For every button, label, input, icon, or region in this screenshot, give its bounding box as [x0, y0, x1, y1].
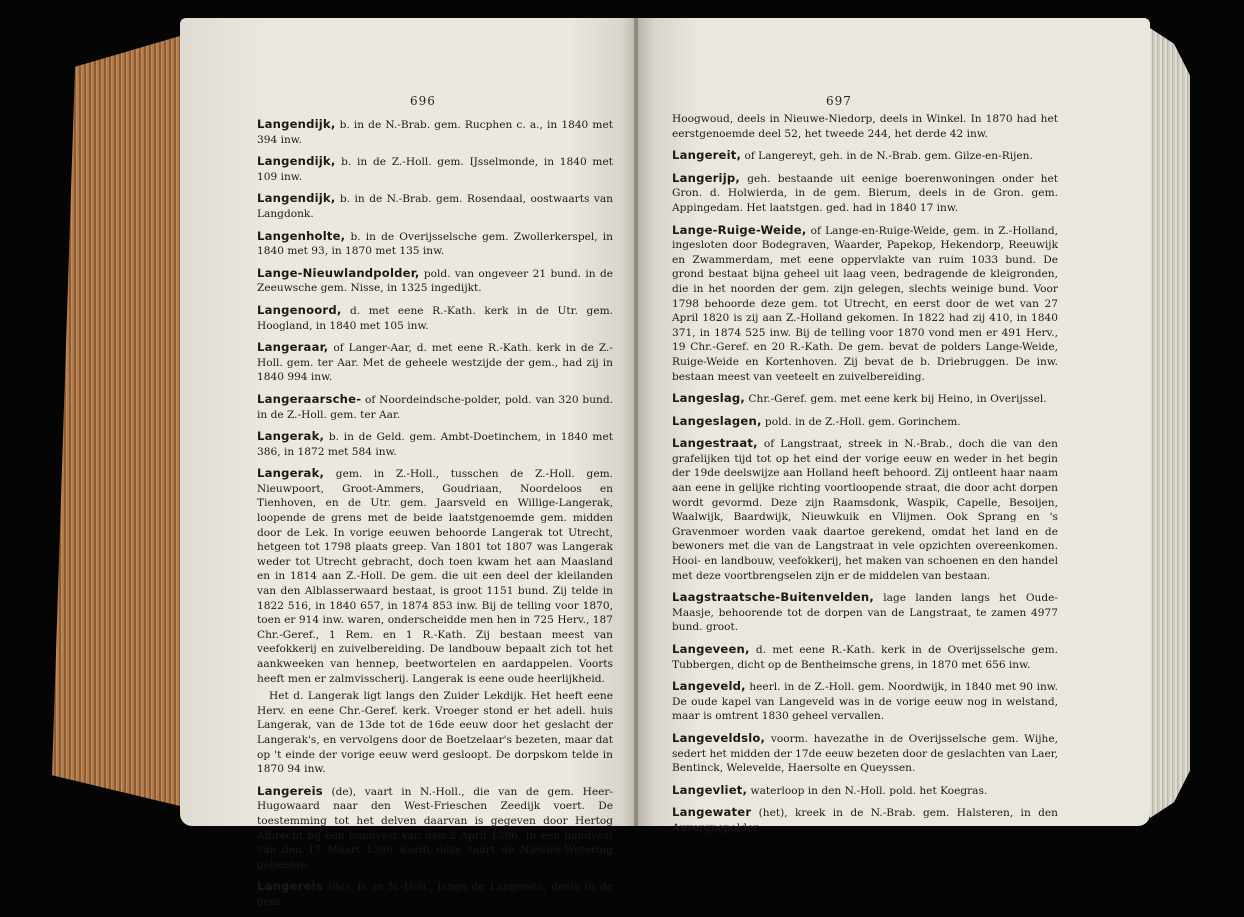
book-edge-left	[52, 36, 180, 806]
entry-headword: Langerijp,	[672, 170, 740, 185]
entry-text: b. in de Z.-Holl. gem. IJsselmonde, in 1840 met 109 inw.	[257, 156, 613, 183]
entry-text: Chr.-Geref. gem. met eene kerk bij Heino, in Overijssel.	[748, 393, 1047, 406]
entry-headword: Langenoord,	[257, 302, 342, 317]
entry-text: (de), b. in N.-Holl., langs de Langereis, deels in de gem.	[257, 881, 613, 908]
entry	[672, 414, 1058, 430]
entry	[672, 783, 1058, 799]
entry-text: geh. bestaande uit eenige boerenwoningen onder het Gron. d. Holwierda, in de gem. Bierum, deels in de Gron. gem. Appingedam. Het laatstgen. ged. had in 1840 17 inw.	[672, 172, 1058, 214]
entry	[257, 784, 613, 873]
entry	[672, 642, 1058, 672]
right-page	[638, 18, 1150, 834]
entry	[257, 266, 613, 296]
entry-headword: Lange-Ruige-Weide,	[672, 222, 807, 237]
entry-text: voorm. havezathe in de Overijsselsche gem. Wijhe, sedert het midden der 17de eeuw bezeten door de geslachten van Laer, Bentinck, Welevelde, Haersolte en Queyssen.	[672, 732, 1058, 775]
entry-headword: Langendijk,	[257, 154, 336, 169]
entry-headword: Langendijk,	[257, 117, 336, 131]
entry-text: d. met eene R.-Kath. kerk in de Overijsselsche gem. Tubbergen, dicht op de Bentheimsche grens, in 1870 met 656 inw.	[672, 644, 1058, 671]
book-edge-right	[1150, 28, 1190, 818]
entry-text: b. in de Overijsselsche gem. Zwollerkerspel, in 1840 met 93, in 1870 met 135 inw.	[257, 230, 613, 258]
entry-headword: Langendijk,	[257, 191, 336, 206]
entry-text: (de), vaart in N.-Holl., die van de gem. Heer-Hugowaard naar den West-Frieschen Zeedijk voert. De toestemming tot het delven daarvan is gegeven door Hertog Albrecht bij een handvest van den 2 April 1386. In een handvest van den 17 Maart 1396 wordt deze vaart de Nieuwe-Wetering geheeten.	[257, 785, 614, 871]
entry-headword: Langevliet,	[672, 782, 748, 797]
entry	[672, 679, 1058, 724]
entry-headword: Langereit,	[672, 148, 742, 163]
left-column	[257, 117, 613, 917]
entry-headword: Langereis	[257, 879, 323, 894]
entry-text: of Langereyt, geh. in de N.-Brab. gem. Gilze-en-Rijen.	[744, 150, 1033, 163]
entry	[257, 466, 613, 776]
entry-headword: Langeveldslo,	[672, 730, 766, 745]
right-column	[672, 112, 1058, 843]
entry-headword: Langereis	[257, 783, 323, 798]
continued-text	[672, 112, 1058, 141]
entry-text: b. in de Geld. gem. Ambt-Doetinchem, in 1840 met 386, in 1872 met 584 inw.	[257, 431, 614, 458]
entry	[672, 436, 1058, 583]
entry-headword: Langeraarsche-	[257, 391, 362, 406]
entry	[257, 340, 613, 385]
entry-text: b. in de N.-Brab. gem. Rosendaal, oostwaarts van Langdonk.	[257, 193, 613, 220]
entry	[672, 731, 1058, 776]
entry	[257, 191, 613, 221]
entry-text: b. in de N.-Brab. gem. Rucphen c. a., in 1840 met 394 inw.	[257, 119, 613, 146]
entry	[257, 117, 613, 147]
page-number-right: 697	[826, 94, 852, 108]
entry	[672, 805, 1058, 835]
page-number-left: 696	[410, 94, 436, 108]
entry-text: d. met eene R.-Kath. kerk in de Utr. gem. Hoogland, in 1840 met 105 inw.	[257, 304, 613, 332]
entry-text: gem. in Z.-Holl., tusschen de Z.-Holl. gem. Nieuwpoort, Groot-Ammers, Goudriaan, Noordeloos en Tienhoven, en de Utr. gem. Jaarsveld en Willige-Langerak, loopende de grens met de beide laatstgenoemde gem. midden door de Lek. In vorige eeuwen behoorde Langerak tot Utrecht, hetgeen tot 1798 plaats greep. Van 1801 tot 1807 was Langerak weder tot Utrecht gebracht, doch toen kwam het aan Maasland en in 1814 aan Z.-Holl. De gem. die uit een deel der kleilanden van den Alblasserwaard bestaat, is groot 1151 bund. Zij telde in 1822 516, in 1840 657, in 1874 853 inw. Bij de telling voor 1870, toen er 914 inw. waren, onderscheidde men hen in 725 Herv., 187 Chr.-Geref., 1 Rem. en 1 R.-Kath. Zij bestaan meest van veefokkerij en zuivelbereiding. De landbouw bepaalt zich tot het aankweeken van hennep, beetwortelen en aardappelen. Voorts heeft men er zalmvisscherij. Langerak is eene oude heerlijkheid.	[257, 468, 613, 685]
entry-text: pold. van ongeveer 21 bund. in de Zeeuwsche gem. Nisse, in 1325 ingedijkt.	[257, 267, 613, 295]
entry-text: (het), kreek in de N.-Brab. gem. Halsteren, in den Auvergnepolder.	[672, 807, 1058, 834]
entry	[257, 229, 613, 259]
entry-headword: Laagstraatsche-Buitenvelden,	[672, 590, 874, 605]
entry-headword: Lange-Nieuwlandpolder,	[257, 265, 420, 280]
entry	[257, 429, 613, 459]
entry-headword: Langestraat,	[672, 436, 758, 451]
entry-text: of Langer-Aar, d. met eene R.-Kath. kerk in de Z.-Holl. gem. ter Aar. Met de geheele westzijde der gem., had zij in 1840 994 inw.	[257, 342, 613, 384]
lead-text: Hoogwoud, deels in Nieuwe-Niedorp, deels in Winkel. In 1870 had het eerstgenoemde deel 52, het tweede 244, het derde 42 inw.	[672, 113, 1058, 140]
entry-headword: Langeslagen,	[672, 413, 762, 428]
entry	[257, 303, 613, 333]
left-page	[180, 18, 636, 908]
entry	[672, 590, 1058, 635]
entry	[257, 392, 613, 422]
entry-text: lage landen langs het Oude-Maasje, behoorende tot de dorpen van de Langstraat, te zamen 4977 bund. groot.	[672, 592, 1059, 634]
entry-text: of Langstraat, streek in N.-Brab., doch die van den grafelijken tijd tot op het eind der vorige eeuw en weder in het begin der 19de deelswijze aan Holland heeft behoord. Zij ontleent haar naam aan eene in gelijke richting voortloopende straat, die door acht dorpen wordt gevormd. Deze zijn Raamsdonk, Waspik, Capelle, Besoijen, Waalwijk, Baardwijk, Nieuwkuik en Vlijmen. Ook Sprang en 's Gravenmoer worden vaak daartoe gerekend, omdat het land en de bewoners met die van de Langstraat in vele opzichten overeenkomen. Hooi- en landbouw, veefokkerij, het maken van schoenen en den handel met deze voortbrengselen zijn er de middelen van bestaan.	[672, 438, 1058, 582]
entry-headword: Langenholte,	[257, 228, 346, 243]
entry-headword: Langerak,	[257, 466, 325, 481]
entry	[672, 391, 1058, 407]
entry-text: of Noordeindsche-polder, pold. van 320 bund. in de Z.-Holl. gem. ter Aar.	[257, 393, 613, 421]
entry-headword: Langeraar,	[257, 340, 329, 355]
entry-paragraph: Het d. Langerak ligt langs den Zuider Lekdijk. Het heeft eene Herv. en eene Chr.-Geref. kerk. Vroeger stond er het adell. huis Langerak, van de 13de tot de 16de eeuw door het geslacht der Langerak's, en vervolgens door de Boetzelaar's bezeten, maar dat op 't einde der vorige eeuw werd gesloopt. De dorpskom telde in 1870 94 inw.	[257, 690, 613, 776]
entry	[672, 223, 1058, 385]
entry-headword: Langerak,	[257, 429, 325, 444]
entry-headword: Langeveen,	[672, 642, 750, 656]
entry-text: pold. in de Z.-Holl. gem. Gorinchem.	[764, 415, 961, 428]
entry-text: heerl. in de Z.-Holl. gem. Noordwijk, in 1840 met 90 inw. De oude kapel van Langeveld was in de vorige eeuw nog in welstand, maar is omtrent 1830 geheel vervallen.	[672, 681, 1058, 723]
entry-headword: Langeveld,	[672, 679, 746, 694]
entry-text: waterloop in den N.-Holl. pold. het Koegras.	[750, 784, 988, 797]
entry	[672, 148, 1058, 164]
entry-headword: Langewater	[672, 805, 752, 820]
entry	[257, 154, 613, 184]
entry	[672, 171, 1058, 216]
entry-text: of Lange-en-Ruige-Weide, gem. in Z.-Holland, ingesloten door Bodegraven, Waarder, Papekop, Hekendorp, Reeuwijk en Zwammerdam, met eene oppervlakte van ruim 1033 bund. De grond bestaat bijna geheel uit laag veen, bedragende de kleigronden, die in het noorden der gem. zijn gelegen, slechts weinige bund. Voor 1798 behoorde deze gem. tot Utrecht, en eerst door de wet van 27 April 1820 is zij aan Z.-Holland gekomen. In 1822 had zij 410, in 1840 371, in 1874 525 inw. Bij de telling voor 1870 vond men er 491 Herv., 19 Chr.-Geref. en 20 R.-Kath. De gem. bevat de polders Lange-Weide, Ruige-Weide en Kortenhoven. Zij bevat de b. Driebruggen. De inw. bestaan meest van veeteelt en zuivelbereiding.	[672, 224, 1058, 383]
entry-headword: Langeslag,	[672, 391, 746, 406]
entry	[257, 879, 613, 909]
